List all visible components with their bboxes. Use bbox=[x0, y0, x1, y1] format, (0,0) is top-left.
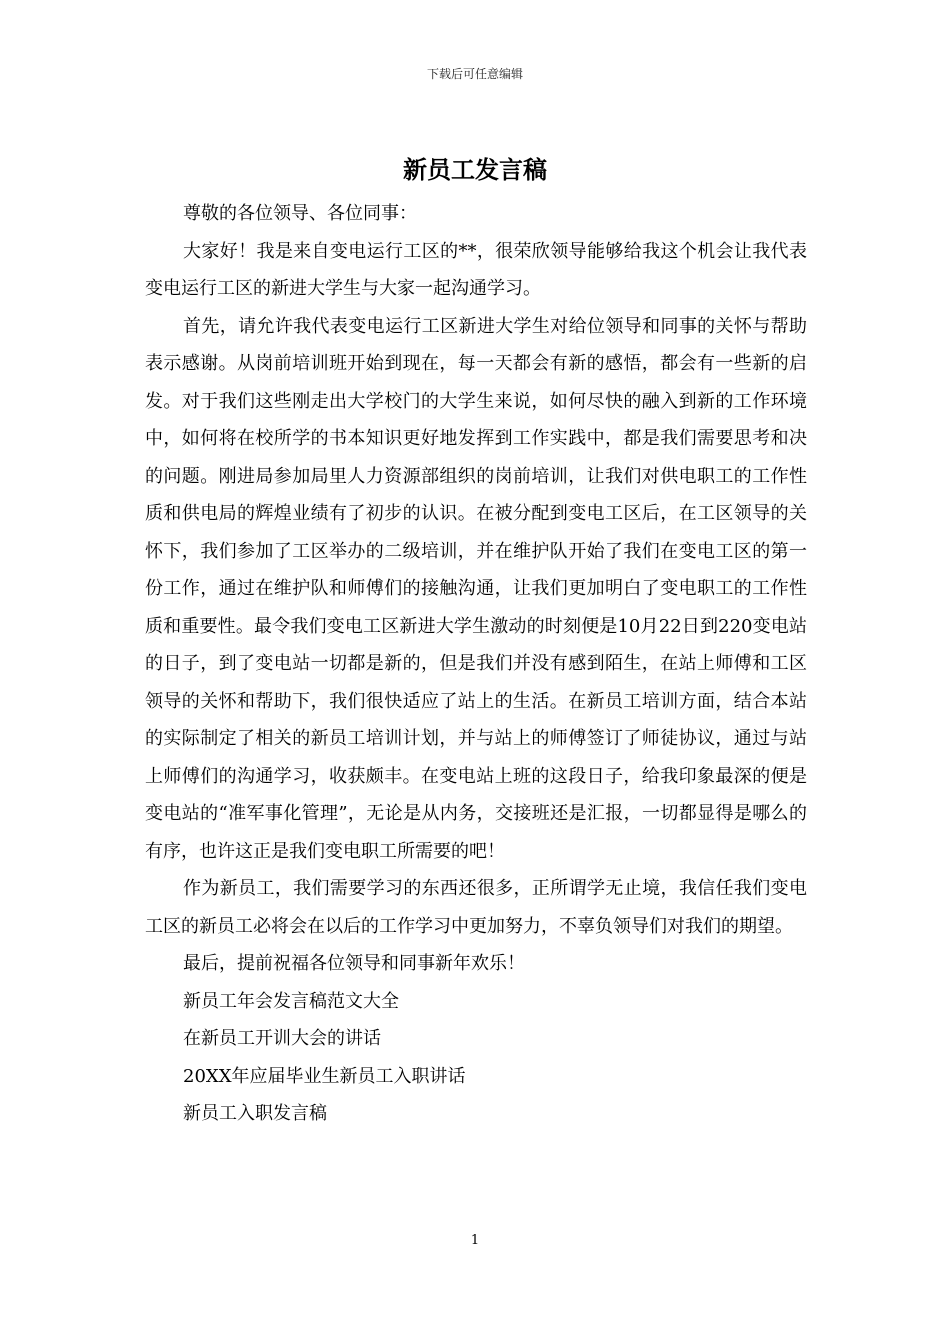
outlook-paragraph: 作为新员工，我们需要学习的东西还很多，正所谓学无止境，我信任我们变电工区的新员工必将会在以后的工作学习中更加努力，不辜负领导们对我们的期望。 bbox=[145, 878, 807, 937]
greeting-paragraph: 大家好！我是来自变电运行工区的**，很荣欣领导能够给我这个机会让我代表变电运行工区的新进大学生与大家一起沟通学习。 bbox=[145, 240, 807, 299]
document-body bbox=[145, 195, 807, 1133]
page-header-note: 下载后可任意编辑 bbox=[426, 67, 523, 81]
page-number: 1 bbox=[470, 1233, 480, 1248]
main-paragraph: 首先，请允许我代表变电运行工区新进大学生对给位领导和同事的关怀与帮助表示感谢。从岗前培训班开始到现在，每一天都会有新的感悟，都会有一些新的启发。对于我们这些刚走出大学校门的大学生来说，如何尽快的融入到新的工作环境中，如何将在校所学的书本知识更好地发挥到工作实践中，都是我们需要思考和决的问题。刚进局参加局里人力资源部组织的岗前培训，让我们对供电职工的工作性质和供电局的辉煌业绩有了初步的认识。在被分配到变电工区后，在工区领导的关怀下，我们参加了工区举办的二级培训，并在维护队开始了我们在变电工区的第一份工作，通过在维护队和师傅们的接触沟通，让我们更加明白了变电职工的工作性质和重要性。最令我们变电工区新进大学生激动的时刻便是10月22日到220变电站的日子，到了变电站一切都是新的，但是我们并没有感到陌生，在站上师傅和工区领导的关怀和帮助下，我们很快适应了站上的生活。在新员工培训方面，结合本站的实际制定了相关的新员工培训计划，并与站上的师傅签订了师徒协议，通过与站上师傅们的沟通学习，收获颇丰。在变电站上班的这段日子，给我印象最深的便是变电站的“准军事化管理”，无论是从内务，交接班还是汇报，一切都显得是哪么的有序，也许这正是我们变电职工所需要的吧！ bbox=[145, 315, 807, 862]
document-title: 新员工发言稿 bbox=[403, 155, 547, 184]
closing-paragraph: 最后，提前祝福各位领导和同事新年欢乐！ bbox=[183, 953, 525, 974]
related-link-3: 20XX年应届毕业生新员工入职讲话 bbox=[183, 1065, 466, 1087]
salutation-paragraph: 尊敬的各位领导、各位同事： bbox=[183, 203, 417, 224]
related-link-1: 新员工年会发言稿范文大全 bbox=[183, 990, 399, 1012]
related-link-4: 新员工入职发言稿 bbox=[183, 1103, 327, 1124]
related-link-2: 在新员工开训大会的讲话 bbox=[183, 1028, 381, 1049]
